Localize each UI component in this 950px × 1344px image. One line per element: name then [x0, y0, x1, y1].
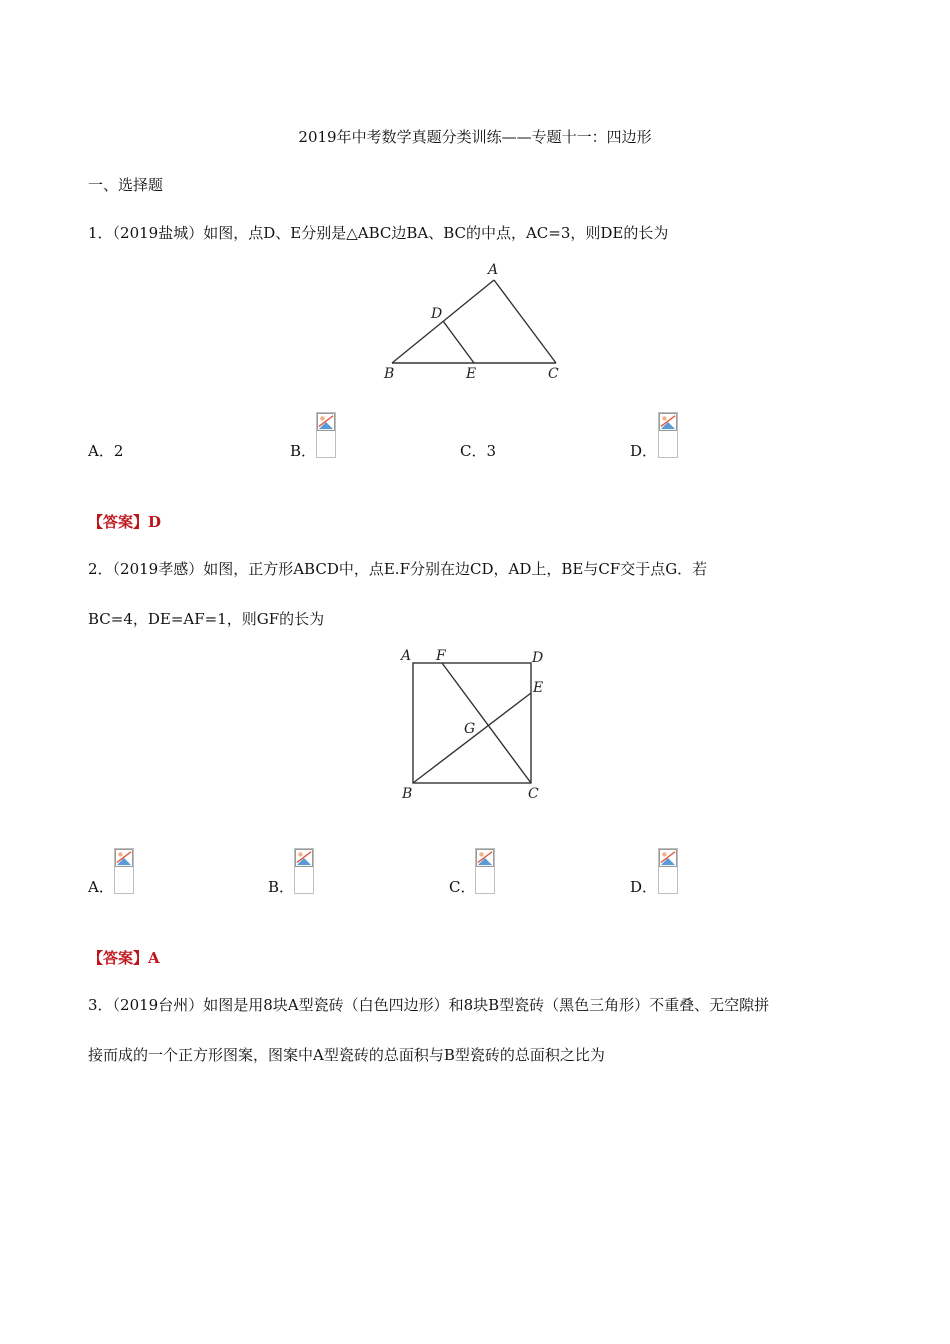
q1-answer [88, 511, 161, 532]
q2-option-d[interactable]: D． [630, 878, 658, 896]
label-c: C [528, 786, 539, 802]
q2-option-b[interactable]: B． [268, 878, 295, 896]
q2-option-a[interactable]: A． [88, 878, 114, 896]
label-a: A [401, 648, 412, 664]
question-2-text-line-2: BC=4，DE=AF=1，则GF的长为 [88, 610, 325, 628]
square-figure [396, 644, 556, 804]
q2-option-c[interactable]: C． [449, 878, 476, 896]
page-title: 2019年中考数学真题分类训练——专题十一：四边形 [298, 128, 652, 146]
broken-image-icon [294, 848, 314, 894]
question-3-text-line-1: 3．（2019台州）如图是用8块A型瓷砖（白色四边形）和8块B型瓷砖（黑色三角形）不重叠、无空隙拼 [88, 996, 770, 1014]
label-b: B [402, 786, 413, 802]
question-2-text-line-1: 2．（2019孝感）如图，正方形ABCD中，点E.F分别在边CD，AD上，BE与CF交于点G．若 [88, 560, 708, 578]
label-g: G [464, 721, 476, 737]
q2-answer [88, 947, 160, 968]
label-e: E [533, 680, 544, 696]
answer-value: D [148, 513, 162, 531]
answer-tag: 【答案】 [88, 513, 149, 531]
broken-image-icon [658, 848, 678, 894]
question-3-text-line-2: 接而成的一个正方形图案，图案中A型瓷砖的总面积与B型瓷砖的总面积之比为 [88, 1046, 605, 1064]
broken-image-icon [114, 848, 134, 894]
label-e: E [466, 366, 477, 382]
label-d: D [431, 306, 443, 322]
label-b: B [384, 366, 395, 382]
triangle-figure [376, 258, 576, 384]
section-heading: 一、选择题 [88, 176, 164, 194]
q1-option-b[interactable]: B． [290, 442, 317, 460]
broken-image-icon [658, 412, 678, 458]
q1-option-c[interactable]: C．3 [460, 442, 497, 460]
answer-tag: 【答案】 [88, 949, 149, 967]
broken-image-icon [316, 412, 336, 458]
broken-image-icon [475, 848, 495, 894]
label-a: A [488, 262, 499, 278]
q1-option-d[interactable]: D． [630, 442, 658, 460]
label-c: C [548, 366, 559, 382]
label-d: D [532, 650, 544, 666]
q1-option-a[interactable]: A．2 [88, 442, 124, 460]
answer-value: A [148, 949, 160, 967]
question-1-text: 1．（2019盐城）如图，点D、E分别是△ABC边BA、BC的中点，AC=3，则DE的长为 [88, 224, 669, 242]
label-f: F [436, 648, 446, 664]
